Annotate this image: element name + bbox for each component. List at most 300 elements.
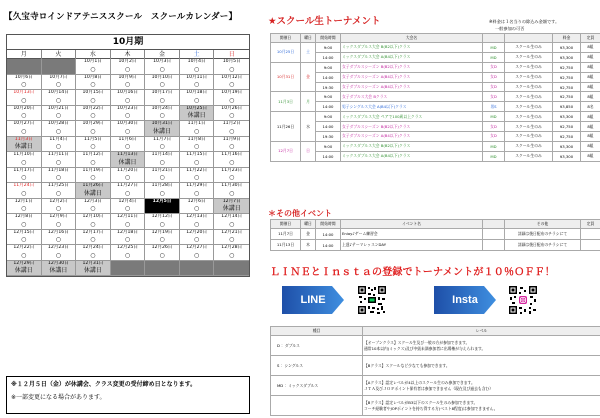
calendar-date: 10月15日: [82, 90, 104, 95]
class-open-mark: ○: [124, 220, 131, 228]
calendar-date: 11月30日: [221, 183, 243, 188]
closed-day-label: 休講日: [14, 143, 33, 150]
class-open-mark: ○: [194, 251, 200, 259]
event-other: 詳細は後日配布のチラシにて: [505, 229, 581, 240]
calendar-date: 10月2日: [118, 59, 137, 64]
tournament-capacity: 8組: [581, 72, 600, 82]
tournament-row: [271, 62, 600, 72]
calendar-date: 10月3日: [153, 59, 172, 64]
event-capacity: [581, 240, 600, 251]
insta-button[interactable]: [434, 286, 496, 314]
calendar-date: 11月26日: [82, 183, 104, 188]
calendar-day-cell: [180, 183, 215, 199]
calendar-day-cell: [111, 106, 146, 122]
closed-day-label: 休講日: [49, 267, 68, 274]
event-time: 14:00: [316, 229, 341, 240]
class-open-mark: ○: [194, 158, 200, 166]
closed-day-label: 休講日: [83, 189, 102, 197]
class-open-mark: ○: [21, 96, 27, 104]
tournament-date: 11月3日: [271, 92, 301, 112]
calendar-day-cell: [7, 121, 42, 137]
tournament-fee: ¥2,750: [553, 72, 581, 82]
tournament-name: ミックスダブルス大会 ペアで100歳以上クラス: [341, 112, 483, 122]
calendar-date: 11月12日: [82, 152, 104, 157]
calendar-date: 11月22日: [186, 167, 208, 173]
calendar-date: 10月26日: [221, 105, 243, 111]
event-row: [271, 240, 600, 251]
calendar-day-cell: [111, 137, 146, 153]
ev-th-time: 開始時間: [316, 220, 341, 229]
event-capacity: [581, 229, 600, 240]
calendar-day-cell: [7, 90, 42, 106]
calendar-date: 10月28日: [47, 121, 69, 126]
calendar-date: 11月5日: [83, 136, 102, 142]
tournament-name: ミックスダブルス大会 A(B4以下)クラス: [341, 52, 483, 62]
tournament-capacity: 8組: [581, 43, 600, 53]
class-open-mark: ○: [90, 251, 96, 259]
calendar-date: 12月1日: [14, 198, 33, 204]
line-qr-icon: [357, 285, 387, 315]
th-name: 大会名: [341, 34, 483, 43]
class-open-mark: ○: [55, 96, 61, 104]
calendar-day-cell: [42, 137, 77, 153]
tournament-name: 女子ダブルスシーズン B(B2以下)クラス: [341, 62, 483, 72]
calendar-date: 10月22日: [82, 105, 104, 111]
calendar-day-cell: [76, 245, 111, 261]
th-dow: 曜日: [301, 34, 316, 43]
class-open-mark: ○: [90, 96, 96, 104]
calendar-day-cell: [214, 121, 249, 137]
closed-day-label: 休講日: [153, 127, 172, 135]
calendar-day-cell: [7, 183, 42, 199]
class-open-mark: ○: [90, 143, 96, 150]
calendar-date: 12月6日: [187, 198, 206, 204]
class-open-mark: ○: [229, 174, 235, 181]
tournament-row: [271, 43, 600, 53]
class-open-mark: ○: [194, 189, 200, 197]
calendar-day-cell: [145, 75, 180, 91]
calendar-day-cell: [42, 199, 77, 215]
calendar-date: 12月26日: [151, 245, 173, 250]
calendar-day-cell: [76, 90, 111, 106]
legend-event-type: MD ：ミックスダブルス: [271, 376, 363, 396]
class-open-mark: ○: [159, 236, 165, 243]
calendar-date: 12月3日: [83, 198, 102, 204]
tournament-availability: スクール生のみ: [505, 132, 553, 142]
calendar-date: 10月1日: [83, 59, 102, 64]
legend-level-description: 【Bクラス】スクールなど少なても参加できます。: [363, 356, 600, 376]
calendar-day-cell: [7, 106, 42, 122]
calendar-date: 11月11日: [47, 152, 69, 157]
tournament-capacity: 8組: [581, 52, 600, 62]
legend-row: [271, 376, 600, 396]
tournament-availability: スクール生のみ: [505, 43, 553, 53]
calendar-day-cell: [42, 90, 77, 106]
line-button[interactable]: [282, 286, 344, 314]
class-open-mark: ○: [55, 174, 61, 181]
event-time: 14:00: [316, 240, 341, 251]
calendar-date: 10月8日: [83, 74, 102, 80]
calendar-day-cell: [214, 75, 249, 91]
tournament-fee: ¥2,750: [553, 62, 581, 72]
tournament-row: [271, 151, 600, 161]
legend-row: [271, 336, 600, 356]
calendar-date: 10月20日: [13, 105, 35, 111]
class-open-mark: ○: [159, 174, 165, 181]
calendar-date: 12月14日: [221, 214, 243, 219]
tournament-row: [271, 132, 600, 142]
calendar-day-cell: [180, 230, 215, 246]
ev-th-dow: 曜日: [301, 220, 316, 229]
line-qr-code[interactable]: [357, 285, 387, 315]
class-open-mark: ○: [159, 112, 165, 119]
calendar-day-cell: [214, 261, 249, 277]
calendar-day-cell: [145, 137, 180, 153]
legend-event-type: [271, 396, 363, 416]
tournament-date: 10月31日: [271, 62, 301, 92]
calendar-day-cell: [76, 183, 111, 199]
calendar-day-cell: [145, 214, 180, 230]
ev-th-date: 開催日: [271, 220, 301, 229]
class-open-mark: ○: [194, 236, 200, 243]
calendar-day-cell: [180, 137, 215, 153]
calendar-date: 12月17日: [82, 229, 104, 235]
calendar-day-cell: [111, 75, 146, 91]
calendar-date: 11月8日: [187, 136, 206, 142]
calendar-date: 10月23日: [117, 105, 138, 111]
tournament-date: 10月25日: [271, 43, 301, 63]
class-open-mark: ○: [124, 251, 131, 259]
calendar-date: 11月15日: [186, 152, 208, 157]
calendar-day-cell: [214, 214, 249, 230]
calendar-day-cell: [42, 75, 77, 91]
class-open-mark: ○: [194, 81, 200, 88]
ev-th-name: イベント名: [341, 220, 483, 229]
calendar-day-cell: [214, 137, 249, 153]
class-open-mark: ○: [90, 236, 96, 243]
tournament-code: MD: [483, 141, 505, 151]
class-open-mark: ○: [194, 127, 200, 135]
calendar-day-cell: [145, 183, 180, 199]
calendar-day-cell: [76, 59, 111, 75]
tournament-title: ★スクール生トーナメント: [268, 16, 381, 27]
class-open-mark: ○: [124, 81, 131, 88]
ev-th-other: その他: [505, 220, 581, 229]
calendar-day-cell: [42, 106, 77, 122]
calendar-date: 11月7日: [153, 136, 172, 142]
class-open-mark: ○: [90, 81, 96, 88]
calendar-day-cell: [214, 230, 249, 246]
calendar-date: 10月11日: [186, 74, 208, 80]
tournament-fee: ¥2,750: [553, 92, 581, 102]
tournament-name: 女子ダブルスシーズン A(B4以下)クラス: [341, 82, 483, 92]
tournament-code: 女D: [483, 122, 505, 132]
notice-box: [6, 376, 250, 414]
class-open-mark: ○: [159, 220, 165, 228]
class-open-mark: ○: [124, 174, 131, 181]
class-open-mark: ○: [229, 220, 235, 228]
calendar-month-label: 10月期: [7, 35, 249, 50]
class-open-mark: ○: [21, 174, 27, 181]
calendar-day-cell: [145, 199, 180, 215]
calendar-date: 12月28日: [221, 245, 243, 250]
calendar: [6, 34, 250, 277]
calendar-day-cell: [7, 245, 42, 261]
class-open-mark: ○: [194, 143, 200, 150]
calendar-date: 10月18日: [186, 90, 208, 95]
tournament-availability: スクール生のみ: [505, 151, 553, 161]
event-date: 11月7日: [271, 229, 301, 240]
tournament-fee: ¥3,300: [553, 52, 581, 62]
tournament-time: 9:00: [316, 112, 341, 122]
calendar-date: 10月5日: [222, 59, 241, 64]
calendar-day-cell: [180, 106, 215, 122]
calendar-date: 11月17日: [13, 167, 35, 173]
tournament-time: 14:00: [316, 102, 341, 112]
calendar-day-cell: [76, 106, 111, 122]
calendar-day-cell: [7, 168, 42, 184]
calendar-day-cell: [145, 230, 180, 246]
tournament-row: [271, 112, 600, 122]
th-time: 開始時間: [316, 34, 341, 43]
class-open-mark: ○: [90, 205, 96, 212]
calendar-date: 12月29日: [13, 260, 35, 266]
tournament-dow: 水: [301, 112, 316, 142]
tournament-date: 12月7日: [271, 141, 301, 161]
calendar-day-cell: [7, 59, 42, 75]
calendar-day-cell: [214, 168, 249, 184]
tournament-code: 女D: [483, 82, 505, 92]
calendar-day-cell: [145, 261, 180, 277]
calendar-day-cell: [180, 59, 215, 75]
event-row: [271, 229, 600, 240]
calendar-date: 11月18日: [47, 167, 69, 173]
class-open-mark: ○: [229, 143, 235, 150]
tournament-availability: スクール生のみ: [505, 52, 553, 62]
calendar-date: 12月12日: [151, 214, 173, 219]
tournament-time: 14:00: [316, 122, 341, 132]
class-open-mark: ○: [55, 112, 61, 119]
calendar-date: 11月20日: [117, 167, 138, 173]
calendar-date: 10月24日: [151, 105, 173, 111]
calendar-date: 12月13日: [186, 214, 208, 219]
calendar-day-cell: [42, 152, 77, 168]
calendar-date: 12月8日: [14, 214, 33, 219]
calendar-date: 11月13日: [117, 152, 138, 157]
weekday-fri: 金: [145, 50, 180, 59]
calendar-date: 11月25日: [47, 183, 69, 188]
class-open-mark: ○: [21, 220, 27, 228]
class-open-mark: ○: [194, 174, 200, 181]
tournament-capacity: 8組: [581, 151, 600, 161]
calendar-date: 12月25日: [117, 245, 138, 250]
calendar-date: 10月25日: [186, 105, 208, 111]
calendar-day-cell: [214, 199, 249, 215]
calendar-day-cell: [76, 214, 111, 230]
class-open-mark: ○: [55, 189, 61, 197]
class-open-mark: ○: [124, 127, 131, 135]
class-open-mark: ○: [159, 65, 165, 73]
calendar-date: 10月13日: [13, 90, 35, 95]
class-open-mark: ○: [159, 189, 165, 197]
weekday-thu: 木: [111, 50, 146, 59]
tournament-row: [271, 141, 600, 151]
calendar-day-cell: [145, 168, 180, 184]
tournament-availability: スクール生のみ: [505, 112, 553, 122]
event-blank: [483, 240, 505, 251]
tournament-date: 11月26日: [271, 112, 301, 142]
class-open-mark: ○: [194, 205, 200, 212]
tournament-fee: ¥2,750: [553, 132, 581, 142]
calendar-day-cell: [111, 214, 146, 230]
tournament-fee: ¥3,300: [553, 141, 581, 151]
tournament-fee: ¥2,750: [553, 122, 581, 132]
tournament-capacity: 8名: [581, 102, 600, 112]
class-open-mark: ○: [55, 220, 61, 228]
calendar-day-cell: [111, 245, 146, 261]
calendar-date: 11月14日: [151, 152, 173, 157]
calendar-day-cell: [42, 261, 77, 277]
calendar-date: 11月16日: [221, 152, 243, 157]
legend-event-type: S ：シングルス: [271, 356, 363, 376]
tournament-name: 女子ダブルスシーズン A(B4以下)クラス: [341, 132, 483, 142]
legend-row: [271, 356, 600, 376]
calendar-day-cell: [111, 59, 146, 75]
calendar-day-cell: [145, 59, 180, 75]
calendar-date: 11月19日: [82, 167, 104, 173]
class-open-mark: ○: [55, 158, 61, 166]
calendar-date: 10月21日: [47, 105, 69, 111]
calendar-date: 11月24日: [13, 183, 35, 188]
event-dow: 金: [301, 229, 316, 240]
calendar-day-cell: [180, 261, 215, 277]
tournament-code: MD: [483, 112, 505, 122]
weekday-wed: 水: [76, 50, 111, 59]
class-open-mark: ○: [90, 158, 96, 166]
tournament-availability: スクール生のみ: [505, 141, 553, 151]
tournament-row: [271, 52, 600, 62]
class-open-mark: ○: [55, 251, 61, 259]
calendar-date: 12月23日: [47, 245, 69, 250]
weekday-tue: 火: [42, 50, 77, 59]
tournament-availability: スクール生のみ: [505, 82, 553, 92]
calendar-date: 11月9日: [222, 136, 241, 142]
tournament-table: [270, 33, 600, 162]
class-open-mark: ○: [90, 174, 96, 181]
weekday-sun: 日: [228, 51, 235, 58]
calendar-date: 10月17日: [151, 90, 173, 95]
events-title: ＊その他イベント: [268, 209, 332, 218]
calendar-day-cell: [7, 75, 42, 91]
tournament-time: 9:00: [316, 92, 341, 102]
calendar-date: 10月27日: [13, 121, 35, 126]
tournament-capacity: 8組: [581, 132, 600, 142]
calendar-date: 12月27日: [186, 245, 208, 250]
calendar-date: 12月20日: [186, 229, 208, 235]
class-open-mark: ○: [229, 158, 235, 166]
calendar-day-cell: [214, 59, 249, 75]
class-open-mark: ○: [124, 236, 131, 243]
calendar-day-cell: [42, 121, 77, 137]
calendar-date: 10月16日: [117, 90, 138, 95]
weekday-header: [7, 50, 249, 59]
calendar-day-cell: [7, 230, 42, 246]
closed-day-label: 休講日: [83, 267, 102, 274]
calendar-date: 12月16日: [47, 229, 69, 235]
tournament-capacity: 8組: [581, 62, 600, 72]
tournament-dow: 日: [301, 141, 316, 161]
calendar-day-cell: [7, 214, 42, 230]
class-open-mark: ○: [159, 158, 165, 166]
tournament-name: ミックスダブルス大会 B(B2以下)クラス: [341, 43, 483, 53]
closed-day-label: 休講日: [14, 267, 33, 274]
calendar-date: 12月10日: [82, 214, 104, 219]
class-open-mark: ○: [229, 112, 235, 119]
class-open-mark: ○: [229, 236, 235, 243]
calendar-date: 10月12日: [221, 74, 243, 80]
class-open-mark: ○: [229, 96, 235, 104]
calendar-day-cell: [76, 261, 111, 277]
class-open-mark: ○: [229, 251, 235, 259]
promo-banner: ＬＩＮＥとＩｎｓｔａの登録でトーナメントが１０％ＯＦＦ！: [270, 267, 555, 278]
calendar-date: 12月31日: [82, 260, 104, 266]
calendar-date: 11月28日: [151, 183, 173, 188]
class-open-mark: ○: [21, 251, 27, 259]
calendar-day-cell: [42, 230, 77, 246]
calendar-day-cell: [145, 106, 180, 122]
class-open-mark: ○: [21, 236, 27, 243]
class-open-mark: ○: [55, 127, 61, 135]
class-open-mark: ○: [159, 251, 165, 259]
insta-qr-code[interactable]: [508, 285, 538, 315]
calendar-day-cell: [76, 137, 111, 153]
calendar-day-cell: [180, 152, 215, 168]
insta-button-label: Insta: [452, 294, 478, 306]
tournament-row: [271, 92, 600, 102]
legend-level-description: 【Bクラス】認定レベルがB3以下のスクール生のみ参加できます。 コーチ経験者やJOPポイントを持ち得する方(ベスト8程度)は参加できません。: [363, 396, 600, 416]
class-open-mark: ○: [229, 127, 235, 135]
calendar-day-cell: [7, 152, 42, 168]
tournament-availability: スクール生のみ: [505, 62, 553, 72]
calendar-day-cell: [180, 75, 215, 91]
tournament-name: 女子ダブルスシーズン B(B2以下)クラス: [341, 122, 483, 132]
tournament-time: 19:30: [316, 132, 341, 142]
general-note: 一般参加の可否: [495, 26, 525, 31]
class-open-mark: ○: [194, 220, 200, 228]
calendar-date: 11月27日: [117, 183, 138, 188]
weekday-sat: 土: [180, 50, 215, 59]
tournament-fee: ¥3,300: [553, 151, 581, 161]
calendar-day-cell: [42, 214, 77, 230]
legend-level-description: 【Aクラス】認定レベルが4以上のスクール生のみ参加できます。 ＪＴＡ及びＪＯＰポイント保有者は参加できません（現在及び過去も含む）: [363, 376, 600, 396]
calendar-date: 12月30日: [47, 260, 69, 266]
class-open-mark: ○: [21, 158, 27, 166]
event-name: 上達♪テーマレッスンDAY: [341, 240, 483, 251]
class-open-mark: ○: [124, 96, 131, 104]
calendar-date: 11月21日: [151, 167, 173, 173]
class-open-mark: ○: [124, 189, 131, 197]
th-code: [483, 34, 505, 43]
tournament-availability: スクール生のみ: [505, 92, 553, 102]
tournament-fee: ¥2,750: [553, 82, 581, 92]
calendar-day-cell: [42, 59, 77, 75]
calendar-day-cell: [76, 121, 111, 137]
class-open-mark: ○: [124, 205, 131, 212]
class-open-mark: ○: [90, 220, 96, 228]
class-open-mark: ○: [159, 96, 165, 104]
calendar-date: 12月5日: [152, 198, 172, 204]
tournament-dow: 金: [301, 62, 316, 92]
